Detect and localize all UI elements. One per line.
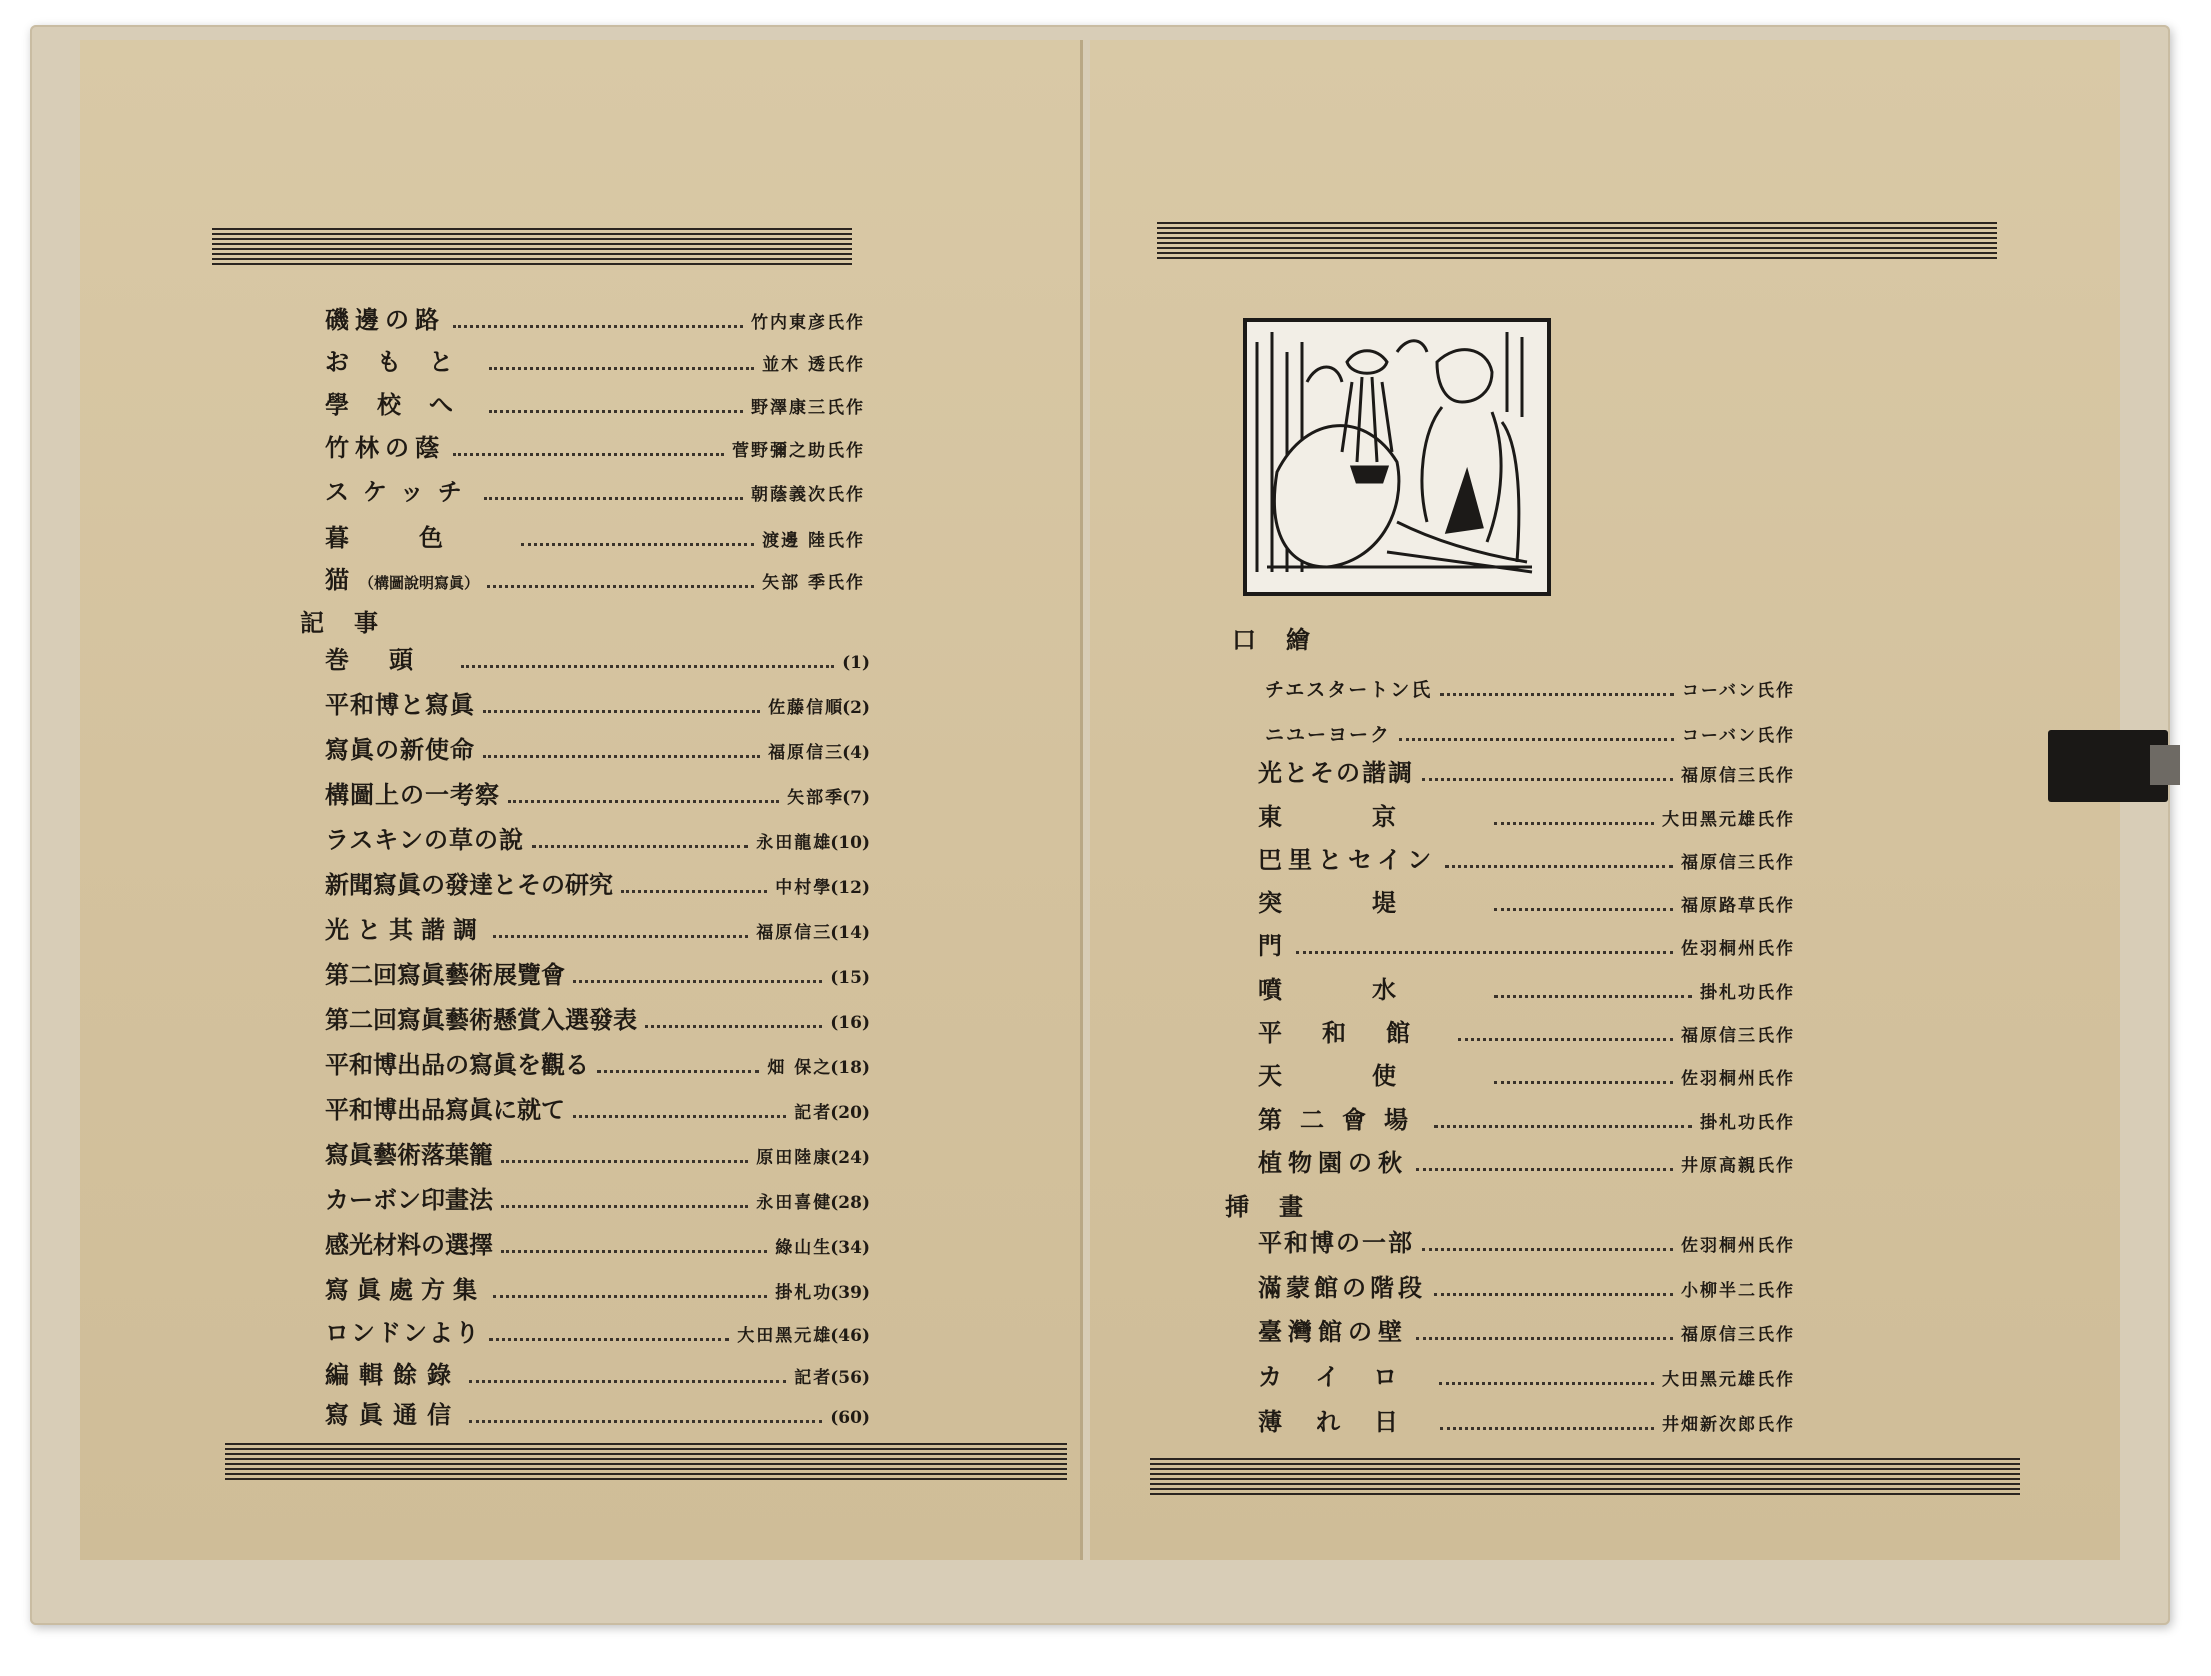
leader-dots — [573, 980, 822, 983]
plate-title: おもと — [325, 347, 481, 376]
article-page: (16) — [830, 1013, 870, 1033]
article-row — [325, 955, 870, 990]
article-title: 第二回寫眞藝術展覽會 — [325, 960, 565, 989]
leader-dots — [1445, 865, 1673, 868]
leader-dots — [483, 710, 760, 713]
leader-dots — [1296, 951, 1673, 954]
article-title: 第二回寫眞藝術懸賞入選發表 — [325, 1005, 637, 1034]
article-page: (1) — [842, 653, 870, 673]
article-author: 畑 保 — [767, 1058, 814, 1078]
leader-dots — [645, 1025, 822, 1028]
leader-dots — [1494, 1081, 1673, 1084]
article-row — [325, 1395, 870, 1430]
leader-dots — [1494, 995, 1692, 998]
frontispiece-author: 佐羽桐州氏作 — [1681, 939, 1795, 959]
article-row — [325, 820, 870, 855]
leader-dots — [1422, 1248, 1673, 1251]
illustration-title: カイロ — [1258, 1362, 1432, 1391]
article-title: 寫眞の新使命 — [325, 735, 475, 764]
frontispiece-author: 掛札功氏作 — [1700, 1113, 1795, 1133]
leader-dots — [1439, 1382, 1654, 1385]
plate-row — [325, 428, 865, 463]
plate-author: 竹内東彦氏作 — [751, 313, 865, 333]
frontispiece-title: 光とその諧調 — [1258, 758, 1414, 787]
leader-dots — [469, 1420, 822, 1423]
article-author: 佐藤信 — [768, 698, 826, 718]
article-author: 福原信 — [756, 923, 814, 943]
illustration-row — [1258, 1312, 1795, 1347]
frontispiece-author: 掛札功氏作 — [1700, 983, 1795, 1003]
leader-dots — [1494, 908, 1673, 911]
article-title: 寫眞處方集 — [325, 1275, 485, 1304]
article-row — [325, 1090, 870, 1125]
article-author: 記 — [794, 1368, 814, 1388]
leader-dots — [1458, 1038, 1673, 1041]
frontispiece-author: 井原高親氏作 — [1681, 1156, 1795, 1176]
illustration-title: 平和博の一部 — [1258, 1228, 1414, 1257]
illustration-title: 臺灣館の壁 — [1258, 1317, 1408, 1346]
plate-row — [325, 342, 865, 377]
plate-author: 並木 透氏作 — [762, 355, 865, 375]
plate-title: 竹林の蔭 — [325, 433, 445, 462]
top-rule-left — [212, 228, 852, 266]
leader-dots — [597, 1070, 759, 1073]
woodcut-illustration-icon — [1243, 318, 1551, 596]
illustration-title: 滿蒙館の階段 — [1258, 1273, 1426, 1302]
article-title: 巻頭 — [325, 645, 453, 674]
leader-dots — [487, 585, 754, 588]
article-row — [325, 1313, 870, 1348]
article-author: 記 — [794, 1103, 814, 1123]
article-row — [325, 1355, 870, 1390]
leader-dots — [1494, 822, 1654, 825]
bottom-rule-right — [1150, 1458, 2020, 1496]
frontispiece-author: 大田黑元雄氏作 — [1662, 810, 1795, 830]
section-heading-illustrations: 挿畫 — [1225, 1192, 1333, 1221]
frontispiece-title: 第二會場 — [1258, 1105, 1426, 1134]
plate-row — [325, 518, 865, 553]
article-row — [325, 865, 870, 900]
article-page: 健(28) — [813, 1193, 870, 1213]
frontispiece-row — [1258, 753, 1795, 788]
leader-dots — [1434, 1125, 1692, 1128]
leader-dots — [621, 890, 767, 893]
plate-author: 菅野彌之助氏作 — [732, 441, 865, 461]
article-page: 學(12) — [813, 878, 870, 898]
frontispiece-author: 福原信三氏作 — [1681, 853, 1795, 873]
leader-dots — [1440, 1427, 1654, 1430]
illustration-row — [1258, 1402, 1795, 1437]
article-page: 生(34) — [813, 1238, 870, 1258]
article-page: 三(14) — [813, 923, 870, 943]
article-row — [325, 1270, 870, 1305]
top-rule-right — [1157, 222, 1997, 260]
frontispiece-row — [1258, 883, 1795, 918]
article-author: 福原信 — [768, 743, 826, 763]
frontispiece-row — [1258, 1143, 1795, 1178]
leader-dots — [483, 755, 760, 758]
leader-dots — [532, 845, 748, 848]
frontispiece-title: 東京 — [1258, 802, 1486, 831]
article-row — [325, 640, 870, 675]
article-page: 順(2) — [825, 698, 870, 718]
leader-dots — [453, 325, 743, 328]
article-page: 者(56) — [813, 1368, 870, 1388]
frontispiece-title: 植物園の秋 — [1258, 1148, 1408, 1177]
article-row — [325, 910, 870, 945]
frontispiece-author: コーバン氏作 — [1681, 726, 1795, 746]
article-author: 大田黑元 — [737, 1326, 814, 1346]
frontispiece-author: 佐羽桐州氏作 — [1681, 1069, 1795, 1089]
plate-author: 渡邊 陸氏作 — [762, 531, 865, 551]
article-page: 康(24) — [813, 1148, 870, 1168]
frontispiece-title: 巴里とセイン — [1258, 845, 1438, 874]
article-author: 矢部 — [787, 788, 826, 808]
article-title: 光と其諧調 — [325, 915, 485, 944]
illustration-row — [1258, 1223, 1795, 1258]
leader-dots — [453, 453, 724, 456]
illustration-author: 福原信三氏作 — [1681, 1325, 1795, 1345]
article-row — [325, 1045, 870, 1080]
leader-dots — [501, 1205, 748, 1208]
article-page: 三(4) — [825, 743, 870, 763]
article-title: 新聞寫眞の發達とその研究 — [325, 870, 613, 899]
frontispiece-author: 福原信三氏作 — [1681, 766, 1795, 786]
frontispiece-row — [1258, 1013, 1795, 1048]
leader-dots — [573, 1115, 786, 1118]
plate-author: 矢部 季氏作 — [762, 573, 865, 593]
frontispiece-title: 門 — [1258, 931, 1288, 960]
article-title: カーボン印畫法 — [325, 1185, 493, 1214]
article-row — [325, 1225, 870, 1260]
leader-dots — [1440, 693, 1674, 696]
frontispiece-author: 福原路草氏作 — [1681, 896, 1795, 916]
frontispiece-row — [1265, 675, 1795, 702]
article-row — [325, 775, 870, 810]
frontispiece-title: 天使 — [1258, 1061, 1486, 1090]
leader-dots — [1416, 1337, 1673, 1340]
leader-dots — [1399, 738, 1674, 741]
plate-author: 野澤康三氏作 — [751, 398, 865, 418]
woodcut-drawing — [1247, 322, 1539, 584]
article-row — [325, 1000, 870, 1035]
leader-dots — [508, 800, 779, 803]
article-title: 寫眞通信 — [325, 1400, 461, 1429]
article-row — [325, 1180, 870, 1215]
illustration-author: 井畑新次郎氏作 — [1662, 1415, 1795, 1435]
plate-row — [325, 560, 865, 595]
article-title: 平和博出品の寫眞を觀る — [325, 1050, 589, 1079]
leader-dots — [521, 543, 754, 546]
plate-title: 暮色 — [325, 523, 513, 552]
plate-title: 學校へ — [325, 390, 481, 419]
leader-dots — [1416, 1168, 1673, 1171]
frontispiece-row — [1258, 1056, 1795, 1091]
plate-row — [325, 300, 865, 335]
frontispiece-title: チエスタートン氏 — [1265, 679, 1433, 701]
article-title: ロンドンより — [325, 1318, 481, 1347]
article-row — [325, 1135, 870, 1170]
frontispiece-author: コーバン氏作 — [1681, 681, 1795, 701]
illustration-author: 大田黑元雄氏作 — [1662, 1370, 1795, 1390]
article-title: 編輯餘錄 — [325, 1360, 461, 1389]
article-page: 之(18) — [813, 1058, 870, 1078]
frontispiece-row — [1258, 926, 1795, 961]
article-author: 中村 — [775, 878, 814, 898]
article-page: 雄(46) — [813, 1326, 870, 1346]
leader-dots — [493, 1295, 767, 1298]
frontispiece-title: 突堤 — [1258, 888, 1486, 917]
plate-author: 朝蔭義次氏作 — [751, 485, 865, 505]
leader-dots — [493, 935, 748, 938]
article-title: 感光材料の選擇 — [325, 1230, 493, 1259]
illustration-title: 薄れ日 — [1258, 1407, 1432, 1436]
leader-dots — [489, 1338, 729, 1341]
frontispiece-title: 平和館 — [1258, 1018, 1450, 1047]
article-author: 掛札 — [775, 1283, 814, 1303]
frontispiece-row — [1258, 970, 1795, 1005]
frontispiece-title: ニユーヨーク — [1265, 724, 1392, 746]
article-author: 原田陸 — [756, 1148, 814, 1168]
section-heading-articles: 記事 — [300, 608, 408, 637]
leader-dots — [484, 497, 743, 500]
bottom-rule-left — [225, 1443, 1067, 1481]
section-heading-frontispiece: 口繪 — [1232, 625, 1340, 654]
article-title: 平和博出品寫眞に就て — [325, 1095, 565, 1124]
leader-dots — [489, 367, 754, 370]
illustration-row — [1258, 1268, 1795, 1303]
frontispiece-row — [1265, 720, 1795, 747]
leader-dots — [1422, 778, 1673, 781]
article-page: (15) — [830, 968, 870, 988]
article-author: 永田喜 — [756, 1193, 814, 1213]
plate-title: 磯邊の路 — [325, 305, 445, 334]
frontispiece-row — [1258, 1100, 1795, 1135]
leader-dots — [1434, 1293, 1673, 1296]
plate-title: スケッチ — [325, 477, 476, 506]
frontispiece-title: 噴水 — [1258, 975, 1486, 1004]
article-row — [325, 730, 870, 765]
leader-dots — [501, 1160, 748, 1163]
illustration-row — [1258, 1357, 1795, 1392]
article-author: 綠山 — [775, 1238, 814, 1258]
plate-row — [325, 385, 865, 420]
leader-dots — [461, 665, 834, 668]
frontispiece-author: 福原信三氏作 — [1681, 1026, 1795, 1046]
plate-title: 猫 — [325, 565, 355, 594]
illustration-author: 佐羽桐州氏作 — [1681, 1236, 1795, 1256]
leader-dots — [501, 1250, 767, 1253]
leader-dots — [489, 410, 743, 413]
article-title: 平和博と寫眞 — [325, 690, 475, 719]
article-page: 功(39) — [813, 1283, 870, 1303]
plate-row — [325, 472, 865, 507]
article-page: (60) — [830, 1408, 870, 1428]
article-page: 季(7) — [825, 788, 870, 808]
frontispiece-row — [1258, 840, 1795, 875]
leader-dots — [469, 1380, 786, 1383]
article-title: ラスキンの草の說 — [325, 825, 525, 854]
binder-clip-edge — [2150, 745, 2180, 785]
article-page: 者(20) — [813, 1103, 870, 1123]
illustration-author: 小柳半二氏作 — [1681, 1281, 1795, 1301]
frontispiece-row — [1258, 797, 1795, 832]
article-row — [325, 685, 870, 720]
article-author: 永田龍 — [756, 833, 814, 853]
article-title: 構圖上の一考察 — [325, 780, 500, 809]
plate-note: （構圖說明寫眞） — [359, 574, 480, 592]
article-page: 雄(10) — [813, 833, 870, 853]
article-title: 寫眞藝術落葉籠 — [325, 1140, 493, 1169]
